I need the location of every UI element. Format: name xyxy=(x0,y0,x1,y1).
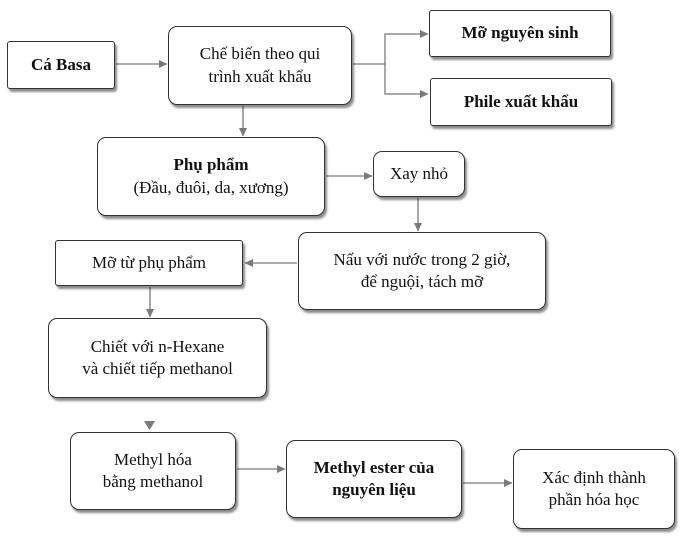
node-xay-nho xyxy=(373,151,465,197)
arrow-to-mo-nguyen-sinh xyxy=(385,34,428,64)
node-text-line: Phile xuất khẩu xyxy=(463,91,579,111)
node-text-line: để nguội, tách mỡ xyxy=(360,272,484,291)
node-text-line: trình xuất khẩu xyxy=(208,66,312,86)
node-xac-dinh xyxy=(513,449,675,529)
node-text-line: Mỡ từ phụ phẩm xyxy=(91,252,207,272)
node-chiet xyxy=(48,318,267,398)
node-mo-nguyen-sinh xyxy=(429,10,611,57)
node-text-line: bằng methanol xyxy=(102,472,204,491)
node-text-line: Cá Basa xyxy=(31,54,91,74)
node-ca-basa xyxy=(7,41,115,89)
node-methyl-ester xyxy=(286,440,462,518)
node-text-line: Nấu với nước trong 2 giờ, xyxy=(333,249,511,269)
arrow-chiet-to-methyl-hoa xyxy=(144,421,155,430)
node-text-line: Xay nhỏ xyxy=(389,163,449,183)
node-text-line: (Đầu, đuôi, da, xương) xyxy=(133,177,289,197)
arrow-to-phile xyxy=(385,64,428,94)
node-phile xyxy=(430,78,612,126)
node-text-line: Chiết với n-Hexane xyxy=(90,336,225,356)
node-methyl-hoa xyxy=(70,432,236,510)
node-mo-tu-phu-pham xyxy=(55,240,243,286)
node-phu-pham xyxy=(97,137,325,216)
node-text-line: Methyl hóa xyxy=(114,449,192,469)
node-nau xyxy=(298,232,546,310)
node-text-line: Xác định thành xyxy=(542,467,646,487)
node-text-line: phần hóa học xyxy=(548,490,640,509)
node-text-line: Chế biến theo qui xyxy=(199,44,321,64)
node-che-bien xyxy=(168,26,352,105)
node-text-line: Methyl ester của xyxy=(313,457,435,477)
node-text-line: Phụ phẩm xyxy=(173,155,249,175)
node-text-line: và chiết tiếp methanol xyxy=(82,359,233,378)
node-text-line: nguyên liệu xyxy=(332,480,416,499)
node-text-line: Mỡ nguyên sinh xyxy=(461,23,579,43)
